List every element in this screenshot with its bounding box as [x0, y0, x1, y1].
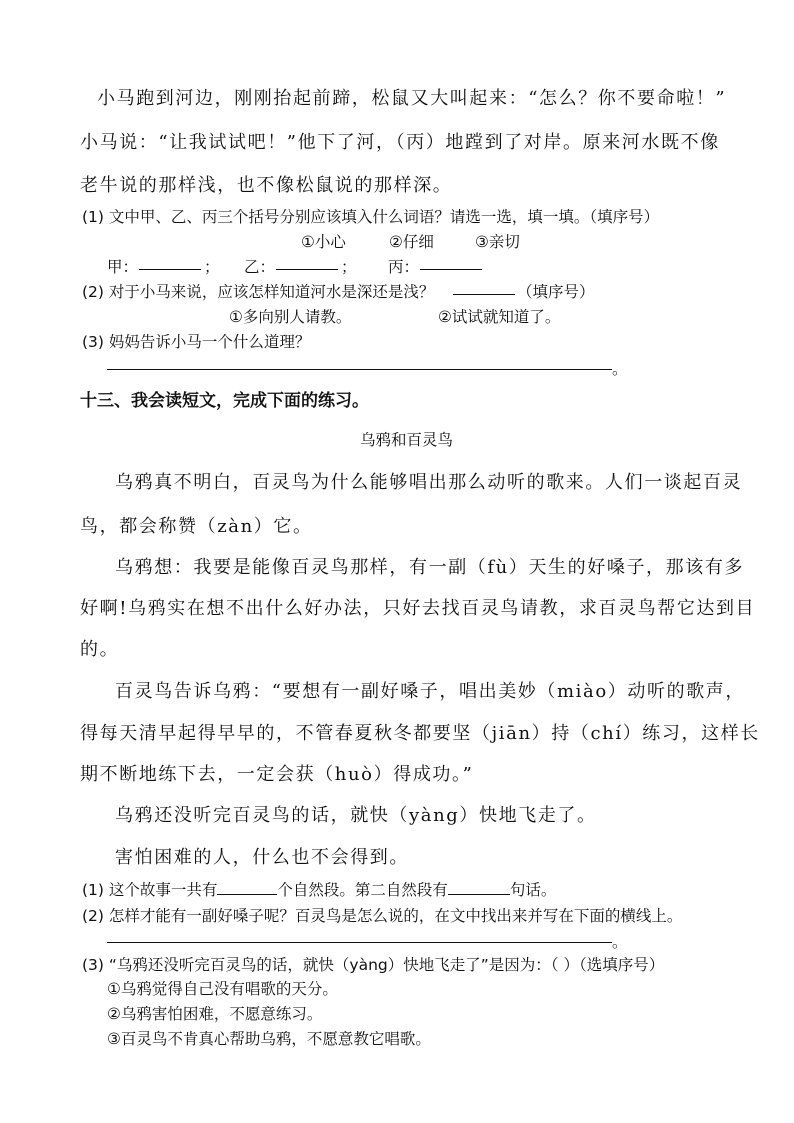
- passage1-line1: 小马跑到河边，刚刚抬起前蹄，松鼠又大叫起来：“怎么？你不要命啦！”: [97, 88, 727, 109]
- s12-bing-label: 丙：: [388, 258, 420, 276]
- s12-question-2: (2) 对于小马来说，应该怎样知道河水是深还是浅？: [82, 283, 435, 301]
- s12-separator-2: ；: [341, 258, 357, 276]
- story-p1-line2: 鸟，都会称赞（zàn）它。: [80, 516, 313, 537]
- passage1-line2: 小马说：“让我试试吧！”他下了河，（丙）地蹚到了对岸。原来河水既不像: [80, 132, 720, 153]
- story-p3-line1: 百灵鸟告诉乌鸦：“要想有一副好嗓子，唱出美妙（miào）动听的歌声，: [115, 681, 745, 702]
- s12-jia-label: 甲：: [107, 258, 139, 276]
- s13-q2-period: 。: [612, 933, 628, 951]
- story-p5: 害怕困难的人，什么也不会得到。: [115, 847, 409, 868]
- s12-separator-1: ；: [204, 258, 220, 276]
- section13-heading: 十三、我会读短文，完成下面的练习。: [80, 391, 369, 411]
- s13-q3-option-3: ③百灵鸟不肯真心帮助乌鸦，不愿意教它唱歌。: [107, 1030, 431, 1048]
- s13-q3-option-2: ②乌鸦害怕困难，不愿意练习。: [107, 1005, 323, 1023]
- s12-q2-option-2: ②试试就知道了。: [438, 308, 561, 326]
- s12-bing-blank[interactable]: [420, 255, 482, 270]
- s13-q1-blank-2[interactable]: [448, 880, 510, 895]
- s12-jia-blank[interactable]: [139, 255, 201, 270]
- s13-q1-part-b: 个自然段。第二自然段有: [277, 881, 448, 899]
- s13-q1-part-c: 句话。: [509, 881, 557, 899]
- story-p3-line2: 得每天清早起得早早的，不管春夏秋冬都要坚（jiān）持（chí）练习，这样长: [80, 723, 760, 744]
- s13-question-2: (2) 怎样才能有一副好嗓子呢？百灵鸟是怎么说的，在文中找出来并写在下面的横线上。: [82, 907, 683, 925]
- passage1-line3: 老牛说的那样浅，也不像松鼠说的那样深。: [80, 175, 453, 196]
- story-p4: 乌鸦还没听完百灵鸟的话，就快（yàng）快地飞走了。: [115, 805, 597, 826]
- story-title: 乌鸦和百灵鸟: [360, 431, 454, 449]
- s13-q2-answer-line[interactable]: [107, 942, 612, 943]
- s12-q1-option-1: ①小心: [301, 233, 346, 251]
- s12-yi-blank[interactable]: [276, 255, 338, 270]
- s13-question-1: [82, 878, 556, 900]
- story-p3-line3: 期不断地练下去，一定会获（huò）得成功。”: [80, 764, 474, 785]
- s12-q3-period: 。: [612, 360, 628, 378]
- s12-q2-option-1: ①多向别人请教。: [229, 308, 352, 326]
- story-p2-line2: 好啊!乌鸦实在想不出什么好办法，只好去找百灵鸟请教，求百灵鸟帮它达到目: [80, 598, 756, 619]
- story-p2-line3: 的。: [80, 639, 120, 660]
- s12-q1-option-2: ②仔细: [389, 233, 434, 251]
- s12-q2-suffix: （填序号）: [517, 283, 595, 301]
- s12-yi-label: 乙：: [244, 258, 276, 276]
- s13-question-3: (3) “乌鸦还没听完百灵鸟的话，就快（yàng）快地飞走了”是因为：（ ）（选填序号）: [82, 956, 665, 974]
- s12-question-1: (1) 文中甲、乙、丙三个括号分别应该填入什么词语？请选一选，填一填。（填序号）: [82, 208, 660, 226]
- story-p2-line1: 乌鸦想：我要是能像百灵鸟那样，有一副（fù）天生的好嗓子，那该有多: [115, 557, 745, 578]
- s12-q2-blank[interactable]: [453, 280, 515, 295]
- s13-q3-option-1: ①乌鸦觉得自己没有唱歌的天分。: [107, 980, 338, 998]
- s12-q1-option-3: ③亲切: [475, 233, 520, 251]
- s12-q3-answer-line[interactable]: [107, 369, 612, 370]
- s13-q1-blank-1[interactable]: [217, 880, 277, 895]
- s13-q1-part-a: (1) 这个故事一共有: [82, 881, 218, 899]
- s12-question-3: (3) 妈妈告诉小马一个什么道理？: [82, 333, 311, 351]
- story-p1-line1: 乌鸦真不明白，百灵鸟为什么能够唱出那么动听的歌来。人们一谈起百灵: [115, 472, 743, 493]
